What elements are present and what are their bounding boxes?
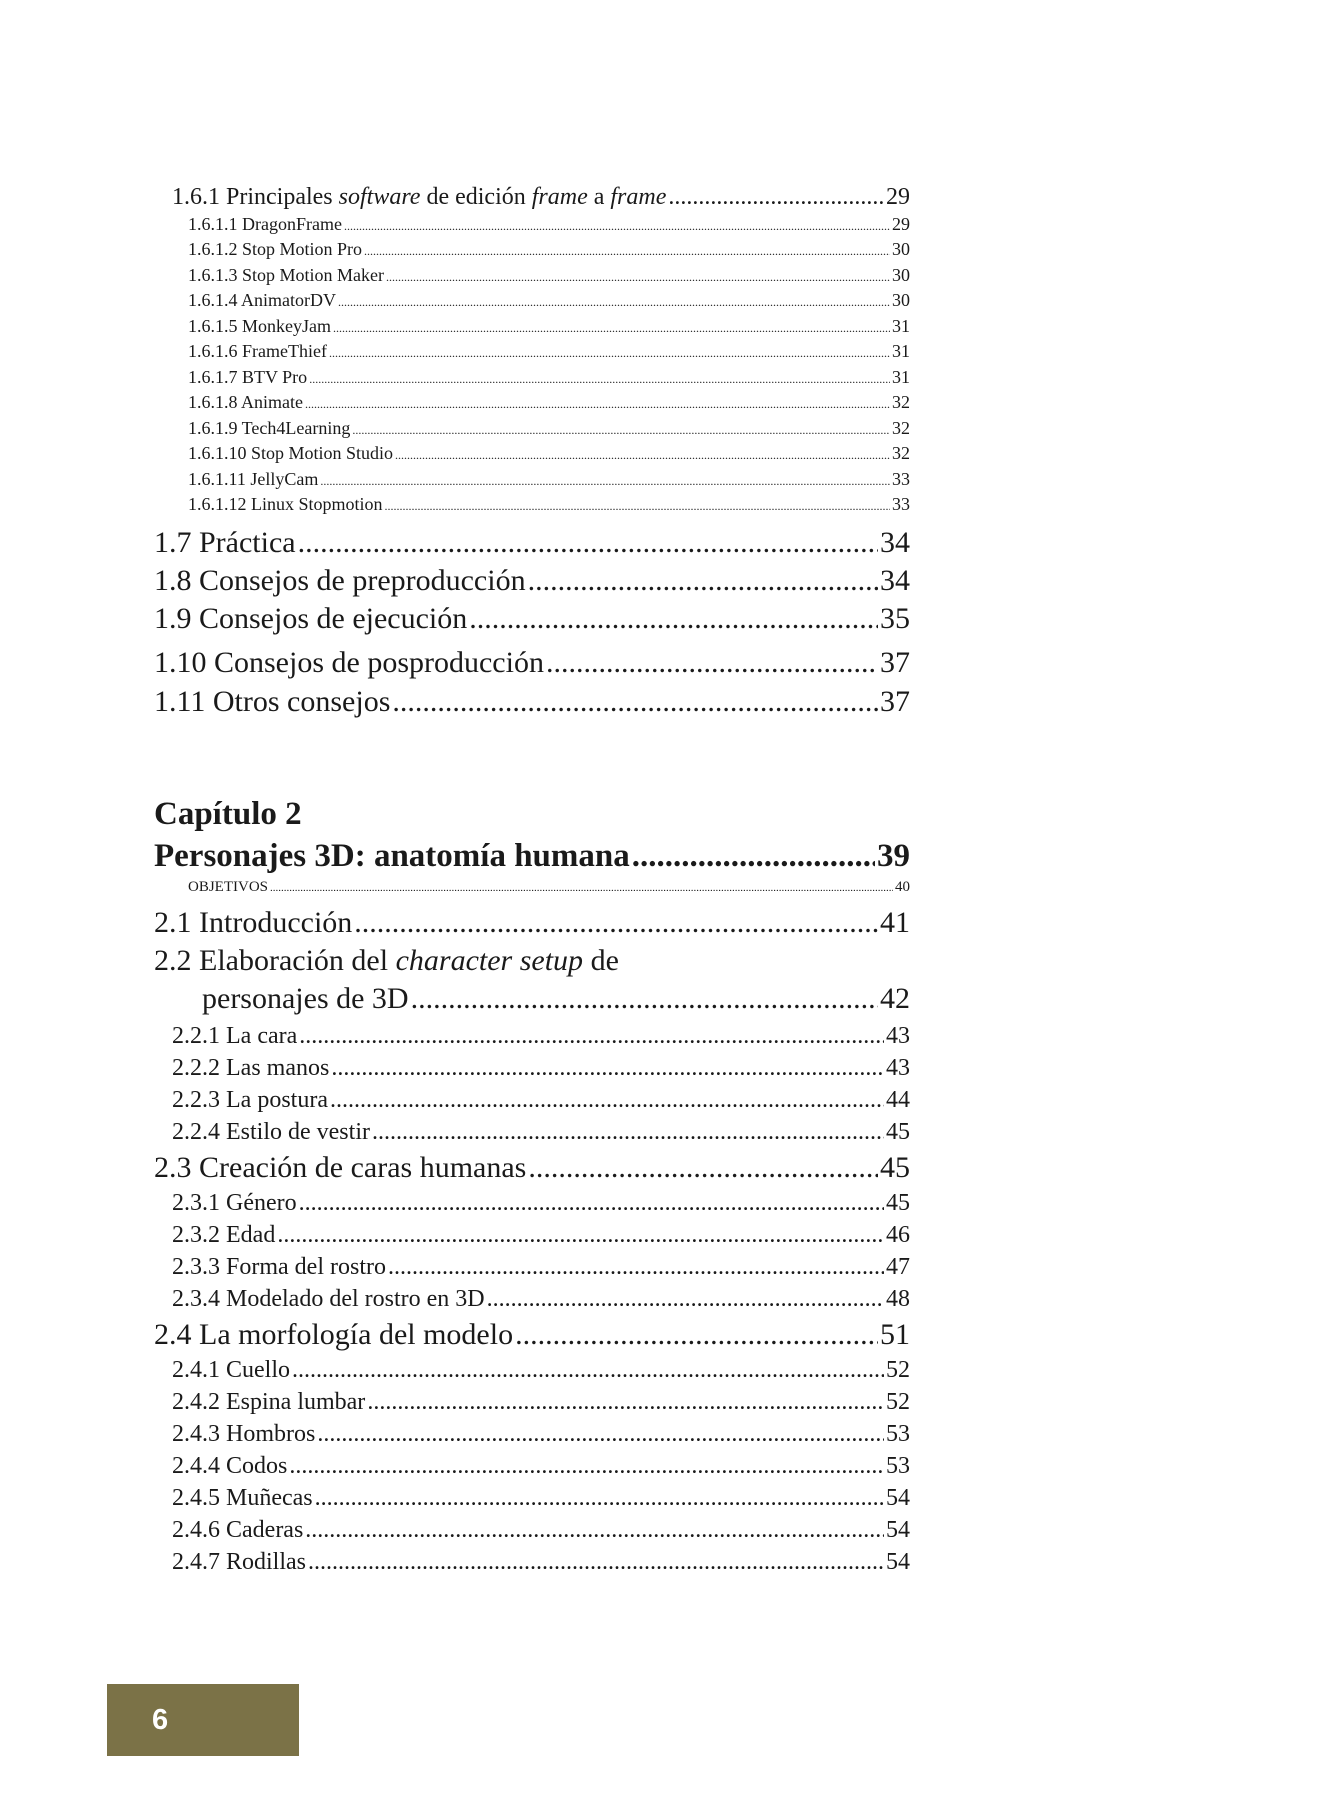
- dot-leader: [308, 1550, 884, 1574]
- toc-entry-label: 2.2.2 Las manos: [172, 1055, 330, 1081]
- toc-entry-2-3-1[interactable]: [154, 1191, 910, 1215]
- toc-entry-2-4-5[interactable]: [154, 1486, 910, 1510]
- toc-page-number: 42: [880, 982, 910, 1015]
- dot-leader: [292, 1358, 884, 1382]
- toc-entry-1-6-1-7[interactable]: [154, 368, 910, 386]
- dot-leader: [305, 1518, 884, 1542]
- dot-leader: [299, 1191, 884, 1215]
- toc-entry-label: 2.4.2 Espina lumbar: [172, 1389, 366, 1415]
- toc-entry-2-3-4[interactable]: [154, 1287, 910, 1311]
- toc-entry-label: 2.2.4 Estilo de vestir: [172, 1119, 370, 1145]
- dot-leader: [331, 1056, 884, 1080]
- dot-leader: [372, 1120, 884, 1144]
- toc-entry-label: 1.6.1.7 BTV Pro: [188, 367, 308, 387]
- toc-entry-2-2-2[interactable]: [154, 1056, 910, 1080]
- toc-page-number: 32: [892, 443, 910, 463]
- toc-entry-label: 1.6.1.6 FrameThief: [188, 341, 327, 361]
- dot-leader: [352, 424, 890, 436]
- toc-entry-italic: character setup: [395, 944, 584, 977]
- toc-entry-label: 2.4 La morfología del modelo: [154, 1318, 514, 1351]
- page-number: 6: [152, 1703, 169, 1736]
- toc-entry-1-6-1-10[interactable]: [154, 444, 910, 462]
- toc-page-number: 33: [892, 469, 910, 489]
- toc-entry-1-6-1-12[interactable]: [154, 495, 910, 513]
- toc-entry-1-6-1-2[interactable]: [154, 240, 910, 258]
- toc-page-number: 32: [892, 418, 910, 438]
- toc-entry-label: 2.4.7 Rodillas: [172, 1549, 307, 1575]
- dot-leader: [329, 347, 890, 359]
- toc-page-number: 31: [892, 316, 910, 336]
- toc-entry-2-4-7[interactable]: [154, 1550, 910, 1574]
- toc-entry-label: 1.10 Consejos de posproducción: [154, 646, 544, 679]
- dot-leader: [546, 648, 878, 678]
- toc-page-number: 34: [880, 564, 910, 597]
- toc-page-number: 30: [892, 265, 910, 285]
- toc-entry-1-8[interactable]: [154, 566, 910, 596]
- toc-entry-2-2-1[interactable]: [154, 1024, 910, 1048]
- toc-page-number: 51: [880, 1318, 910, 1351]
- toc-entry-1-11[interactable]: [154, 687, 910, 717]
- dot-leader: [392, 687, 878, 717]
- dot-leader: [515, 1320, 878, 1350]
- dot-leader: [333, 322, 890, 334]
- toc-page-number: 32: [892, 392, 910, 412]
- dot-leader: [668, 185, 884, 209]
- toc-entry-2-2-line2[interactable]: [154, 984, 910, 1014]
- toc-entry-1-6-1-9[interactable]: [154, 419, 910, 437]
- toc-entry-1-6-1-8[interactable]: [154, 393, 910, 411]
- toc-entry-objetivos[interactable]: [154, 880, 910, 895]
- dot-leader: [305, 398, 890, 410]
- toc-entry-1-9[interactable]: [154, 604, 910, 634]
- toc-entry-label: 2.3.3 Forma del rostro: [172, 1254, 386, 1280]
- toc-entry-label: 1.9 Consejos de ejecución: [154, 602, 468, 635]
- toc-page-number: 54: [886, 1485, 910, 1511]
- toc-page-number: 45: [886, 1119, 910, 1145]
- dot-leader: [632, 840, 875, 873]
- toc-entry-2-2-3[interactable]: [154, 1088, 910, 1112]
- dot-leader: [330, 1088, 884, 1112]
- toc-page-number: 48: [886, 1286, 910, 1312]
- toc-entry-2-4-6[interactable]: [154, 1518, 910, 1542]
- toc-entry-2-4[interactable]: [154, 1320, 910, 1350]
- dot-leader: [411, 984, 878, 1014]
- toc-entry-2-2-line1[interactable]: [154, 946, 619, 976]
- dot-leader: [338, 296, 890, 308]
- chapter-title: Personajes 3D: anatomía humana: [154, 838, 630, 874]
- toc-entry-label: de: [583, 944, 619, 977]
- toc-entry-label: 1.6.1.1 DragonFrame: [188, 214, 342, 234]
- toc-entry-1-6-1[interactable]: [154, 185, 910, 209]
- toc-page-number: 31: [892, 367, 910, 387]
- toc-page-number: 30: [892, 239, 910, 259]
- toc-entry-label: 1.6.1.9 Tech4Learning: [188, 418, 351, 438]
- toc-entry-label: 2.2.3 La postura: [172, 1087, 328, 1113]
- toc-entry-label: 2.3 Creación de caras humanas: [154, 1151, 527, 1184]
- page-number-badge: [107, 1684, 299, 1756]
- toc-entry-1-6-1-11[interactable]: [154, 470, 910, 488]
- toc-page-number: 37: [880, 685, 910, 718]
- toc-page-number: 46: [886, 1222, 910, 1248]
- toc-entry-1-6-1-1[interactable]: [154, 215, 910, 233]
- dot-leader: [469, 604, 878, 634]
- toc-entry-label: 2.3.2 Edad: [172, 1222, 276, 1248]
- toc-page-number: 45: [880, 1151, 910, 1184]
- dot-leader: [315, 1486, 884, 1510]
- toc-entry-2-3-3[interactable]: [154, 1255, 910, 1279]
- dot-leader: [528, 566, 878, 596]
- chapter-title-entry[interactable]: [154, 840, 910, 873]
- dot-leader: [317, 1422, 884, 1446]
- dot-leader: [367, 1390, 884, 1414]
- toc-entry-label: 1.6.1.5 MonkeyJam: [188, 316, 331, 336]
- toc-entry-label: 2.3.4 Modelado del rostro en 3D: [172, 1286, 485, 1312]
- toc-page-number: 31: [892, 341, 910, 361]
- toc-page-number: 53: [886, 1421, 910, 1447]
- toc-page-number: 53: [886, 1453, 910, 1479]
- toc-page-number: 45: [886, 1190, 910, 1216]
- dot-leader: [528, 1153, 878, 1183]
- dot-leader: [386, 271, 890, 283]
- toc-page-number: 43: [886, 1055, 910, 1081]
- toc-entry-label: personajes de 3D: [202, 982, 409, 1015]
- toc-entry-label: 1.6.1.12 Linux Stopmotion: [188, 494, 383, 514]
- toc-page-number: 40: [895, 879, 910, 895]
- toc-page-number: 39: [877, 838, 910, 874]
- toc-entry-label: 2.2.1 La cara: [172, 1023, 298, 1049]
- toc-entry-label: 1.6.1.10 Stop Motion Studio: [188, 443, 394, 463]
- toc-entry-2-4-4[interactable]: [154, 1454, 910, 1478]
- dot-leader: [395, 449, 890, 461]
- toc-page-number: 44: [886, 1087, 910, 1113]
- toc-entry-label: 1.7 Práctica: [154, 526, 296, 559]
- chapter-label: Capítulo 2: [154, 796, 302, 832]
- toc-page-number: 33: [892, 494, 910, 514]
- toc-page-number: 37: [880, 646, 910, 679]
- toc-page-number: 29: [886, 184, 910, 210]
- toc-entry-label: 1.11 Otros consejos: [154, 685, 391, 718]
- toc-page-number: 34: [880, 526, 910, 559]
- toc-entry-label: 2.3.1 Género: [172, 1190, 297, 1216]
- toc-entry-2-4-1[interactable]: [154, 1358, 910, 1382]
- toc-entry-label: 2.4.6 Caderas: [172, 1517, 304, 1543]
- toc-entry-label: 1.6.1.8 Animate: [188, 392, 303, 412]
- toc-entry-label: 2.4.4 Codos: [172, 1453, 288, 1479]
- dot-leader: [487, 1287, 884, 1311]
- toc-entry-2-2-4[interactable]: [154, 1120, 910, 1144]
- toc-entry-label: 1.6.1.2 Stop Motion Pro: [188, 239, 363, 259]
- toc-entry-label: 2.1 Introducción: [154, 906, 353, 939]
- toc-entry-label: 2.4.1 Cuello: [172, 1357, 290, 1383]
- dot-leader: [309, 373, 890, 385]
- toc-entry-1-6-1-5[interactable]: [154, 317, 910, 335]
- toc-entry-2-3[interactable]: [154, 1153, 910, 1183]
- toc-entry-label: 2.4.5 Muñecas: [172, 1485, 313, 1511]
- toc-page-number: 43: [886, 1023, 910, 1049]
- toc-entry-label: 1.6.1.3 Stop Motion Maker: [188, 265, 384, 285]
- toc-entry-1-6-1-4[interactable]: [154, 291, 910, 309]
- toc-page-number: 29: [892, 214, 910, 234]
- toc-page-number: 52: [886, 1357, 910, 1383]
- dot-leader: [385, 500, 890, 512]
- dot-leader: [298, 528, 878, 558]
- toc-page-number: 41: [880, 906, 910, 939]
- toc-entry-label: OBJETIVOS: [188, 879, 269, 895]
- dot-leader: [299, 1024, 884, 1048]
- toc-page-number: 54: [886, 1517, 910, 1543]
- toc-page-number: 30: [892, 290, 910, 310]
- toc-entry-1-6-1-6[interactable]: [154, 342, 910, 360]
- toc-entry-label: 2.4.3 Hombros: [172, 1421, 316, 1447]
- toc-entry-1-6-1-3[interactable]: [154, 266, 910, 284]
- dot-leader: [277, 1223, 884, 1247]
- toc-entry-1-10[interactable]: [154, 648, 910, 678]
- toc-entry-label: 1.6.1.11 JellyCam: [188, 469, 319, 489]
- dot-leader: [364, 245, 890, 257]
- toc-entry-label: 1.6.1 Principales software de edición frame a frame: [172, 184, 667, 210]
- toc-page-number: 52: [886, 1389, 910, 1415]
- toc-entry-label: 1.8 Consejos de preproducción: [154, 564, 526, 597]
- dot-leader: [289, 1454, 884, 1478]
- toc-page-number: 47: [886, 1254, 910, 1280]
- dot-leader: [388, 1255, 884, 1279]
- dot-leader: [270, 883, 893, 894]
- toc-entry-label: 2.2 Elaboración del: [154, 944, 396, 977]
- toc-entry-2-4-3[interactable]: [154, 1422, 910, 1446]
- toc-entry-label: 1.6.1.4 AnimatorDV: [188, 290, 336, 310]
- dot-leader: [354, 908, 878, 938]
- dot-leader: [344, 220, 890, 232]
- toc-page-number: 35: [880, 602, 910, 635]
- toc-entry-2-3-2[interactable]: [154, 1223, 910, 1247]
- toc-entry-1-7[interactable]: [154, 528, 910, 558]
- toc-entry-2-4-2[interactable]: [154, 1390, 910, 1414]
- toc-page-number: 54: [886, 1549, 910, 1575]
- toc-entry-2-1[interactable]: [154, 908, 910, 938]
- dot-leader: [320, 475, 890, 487]
